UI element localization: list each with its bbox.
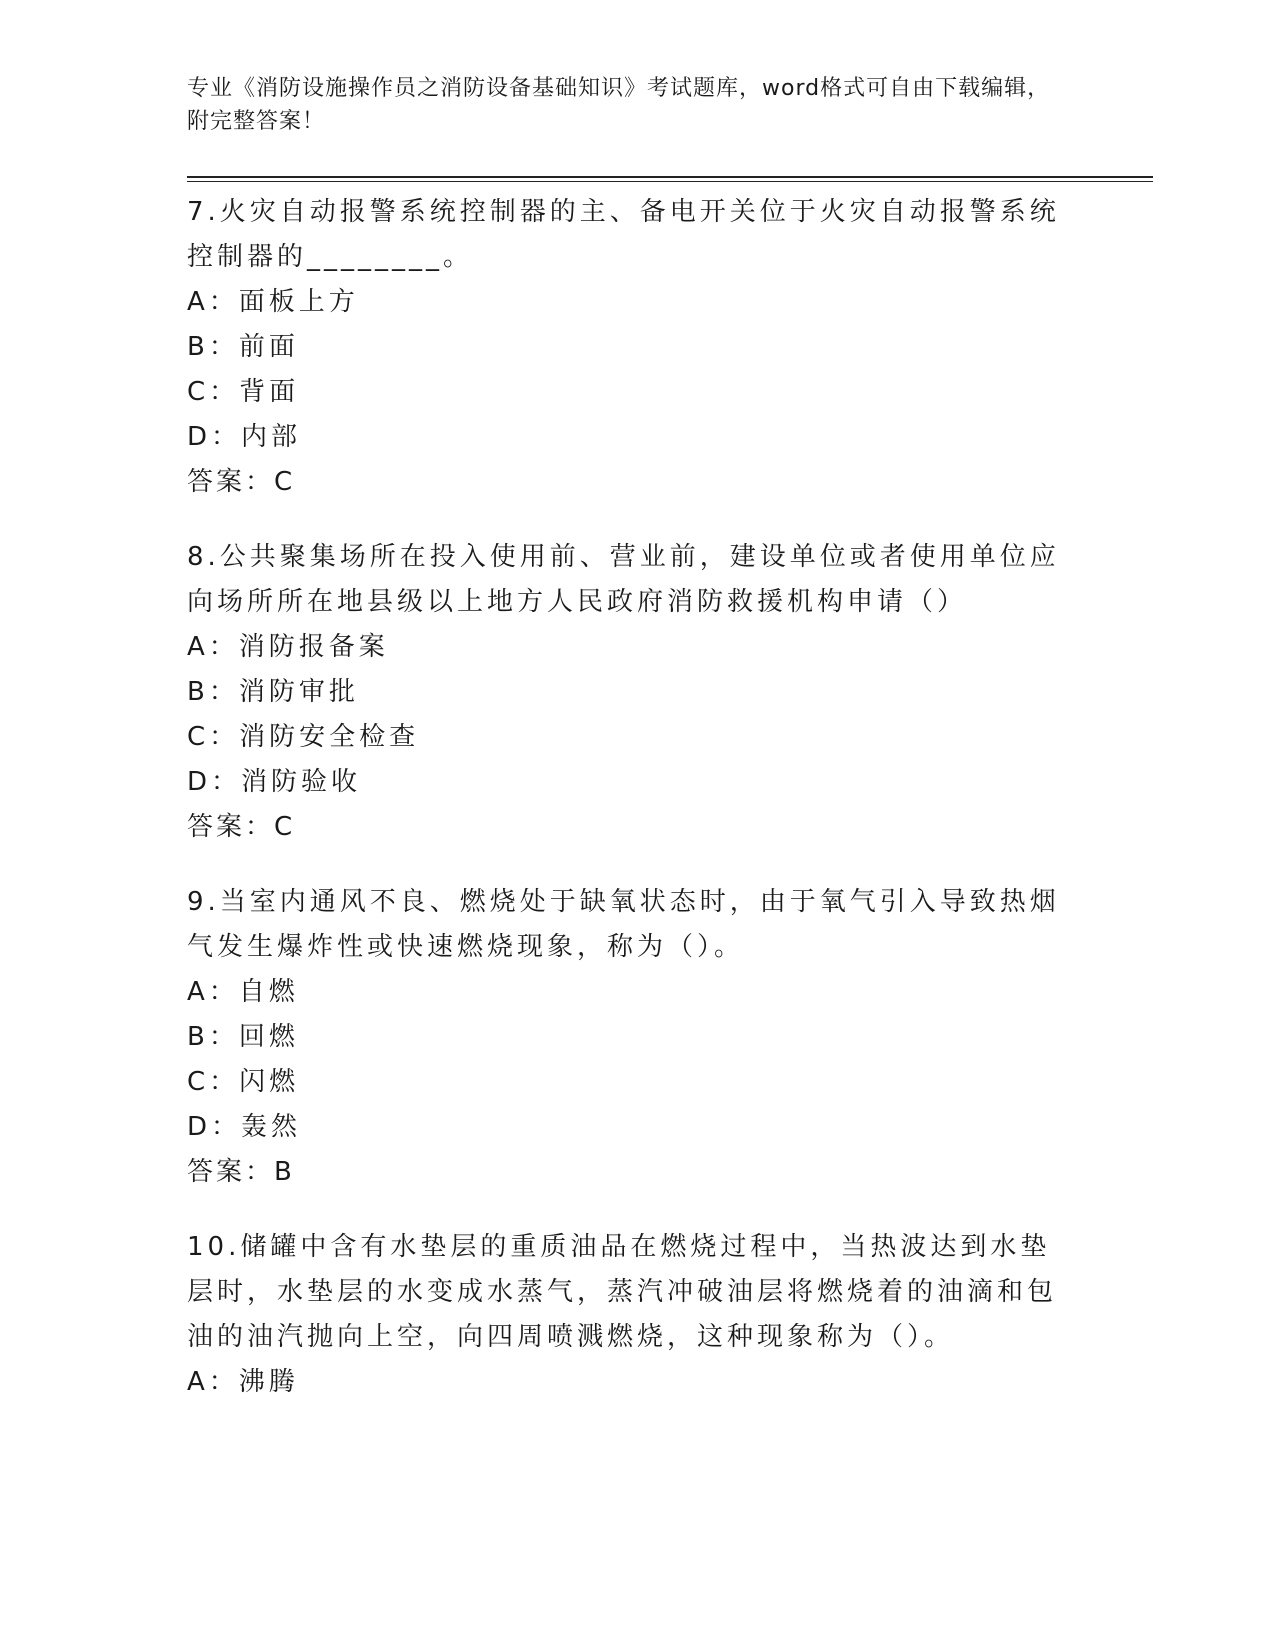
- option-b: B：前面: [187, 332, 299, 362]
- option-d: D：消防验收: [187, 767, 362, 797]
- question-text: 10.储罐中含有水垫层的重质油品在燃烧过程中，当热波达到水垫层时，水垫层的水变成水蒸气，蒸汽冲破油层将燃烧着的油滴和包油的油汽抛向上空，向四周喷溅燃烧，这种现象称为（）。: [187, 1232, 1058, 1352]
- question-text: 8.公共聚集场所在投入使用前、营业前，建设单位或者使用单位应向场所所在地县级以上地方人民政府消防救援机构申请（）: [187, 542, 1060, 617]
- document-header: 专业《消防设施操作员之消防设备基础知识》考试题库，word格式可自由下载编辑，附完整答案！: [187, 76, 1051, 134]
- question-text: 9.当室内通风不良、燃烧处于缺氧状态时，由于氧气引入导致热烟气发生爆炸性或快速燃烧现象，称为（）。: [187, 887, 1060, 962]
- answer-line: 答案：C: [187, 812, 296, 842]
- question-10: [187, 1225, 1067, 1405]
- question-8: [187, 535, 1067, 850]
- option-d: D：内部: [187, 422, 302, 452]
- question-list: [187, 190, 1067, 1435]
- answer-line: 答案：B: [187, 1157, 295, 1187]
- option-a: A：消防报备案: [187, 632, 389, 662]
- option-c: C：消防安全检查: [187, 722, 420, 752]
- question-7: [187, 190, 1067, 505]
- option-a: A：自燃: [187, 977, 299, 1007]
- option-c: C：闪燃: [187, 1067, 300, 1097]
- header-divider: [187, 176, 1153, 182]
- question-text: 7.火灾自动报警系统控制器的主、备电开关位于火灾自动报警系统控制器的________。: [187, 197, 1060, 272]
- option-b: B：消防审批: [187, 677, 359, 707]
- option-a: A：面板上方: [187, 287, 359, 317]
- answer-line: 答案：C: [187, 467, 296, 497]
- option-b: B：回燃: [187, 1022, 299, 1052]
- option-d: D：轰然: [187, 1112, 302, 1142]
- question-9: [187, 880, 1067, 1195]
- option-a: A：沸腾: [187, 1367, 299, 1397]
- option-c: C：背面: [187, 377, 300, 407]
